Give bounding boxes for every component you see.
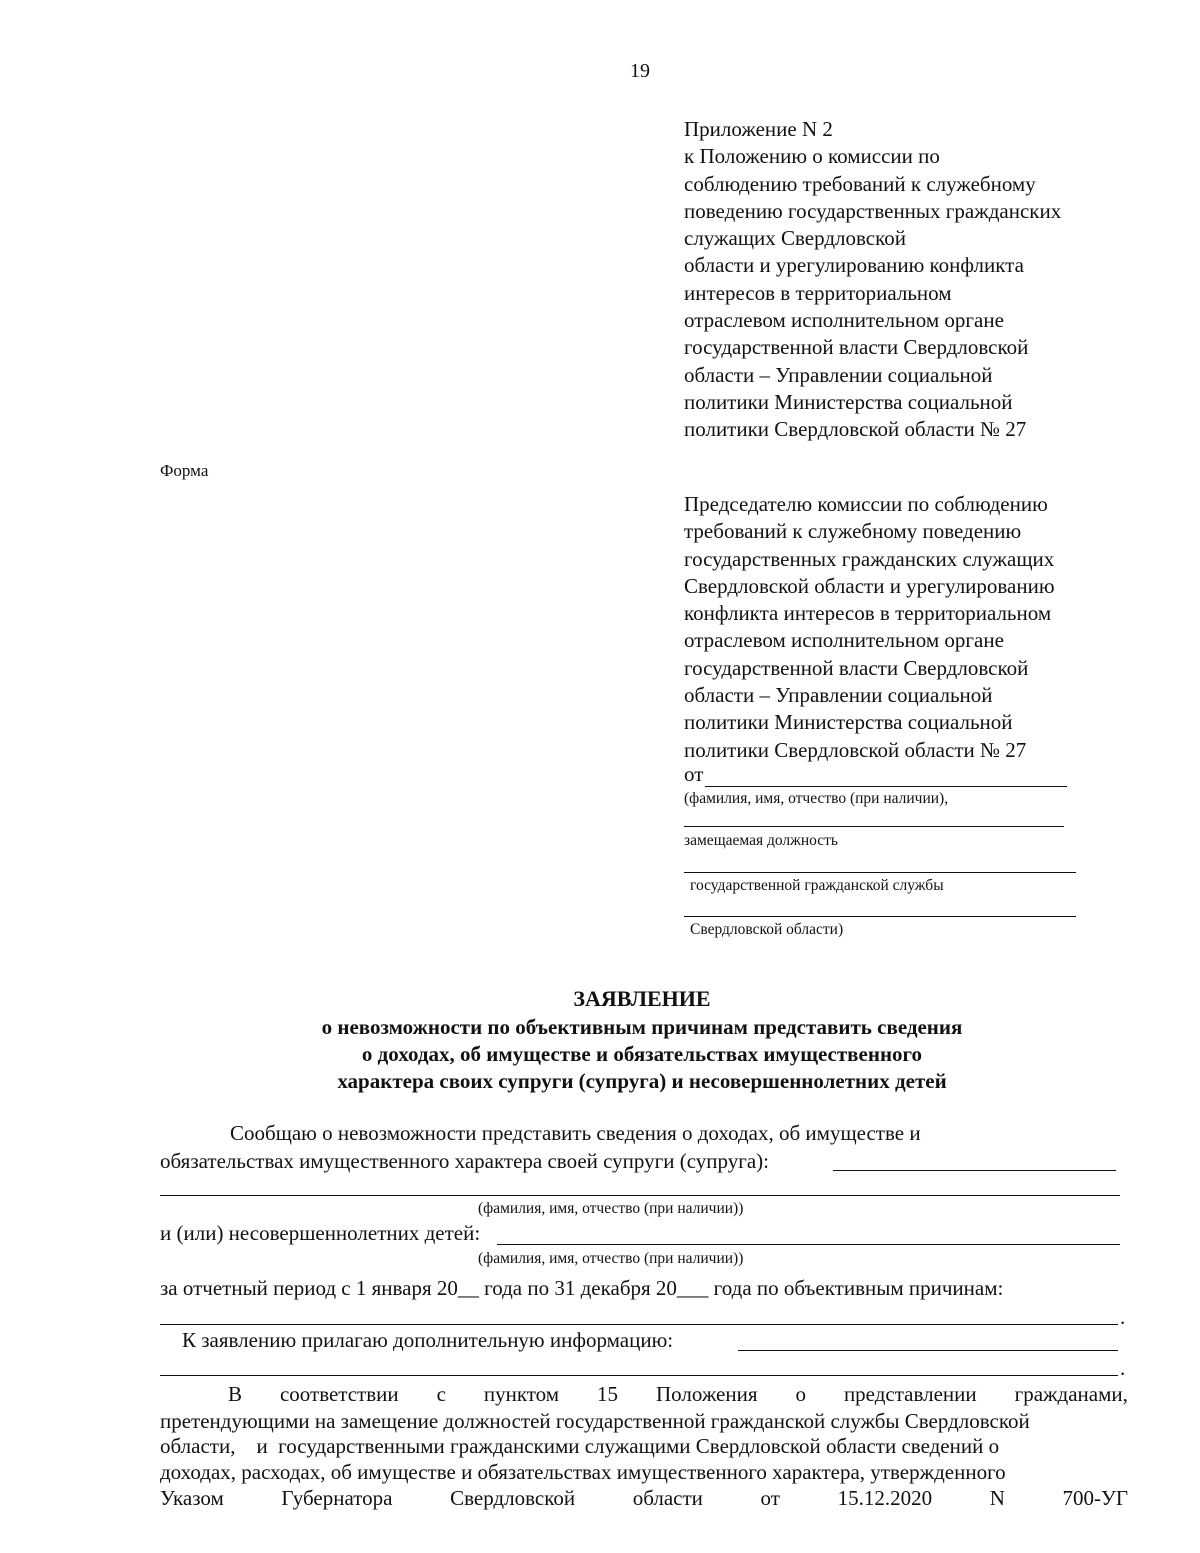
attach-label: К заявлению прилагаю дополнительную информацию: [182, 1328, 674, 1352]
caption-fio-children: (фамилия, имя, отчество (при наличии)) [478, 1250, 744, 1267]
paragraph-line: претендующими на замещение должностей государственной гражданской службы Свердловской [160, 1409, 1030, 1433]
line-end-dot: . [1120, 1356, 1126, 1380]
word: от [760, 1486, 780, 1510]
word: соответствии [279, 1382, 399, 1406]
spouse-blank[interactable] [833, 1170, 1116, 1171]
blank-line[interactable] [684, 872, 1076, 873]
from-hint-region: Свердловской области) [690, 921, 844, 938]
appendix-line: Приложение N 2 [684, 117, 833, 141]
addressee-line: государственной власти Свердловской [684, 655, 1029, 680]
document-title: ЗАЯВЛЕНИЕ [573, 986, 711, 1011]
appendix-line: интересов в территориальном [684, 280, 952, 305]
word: Свердловской [450, 1486, 576, 1510]
attach-blank[interactable] [738, 1350, 1118, 1351]
paragraph-justified-line [160, 1486, 1128, 1511]
paragraph-line: доходах, расходах, об имуществе и обязательствах имущественного характера, утвержденного [160, 1460, 1006, 1484]
addressee-line: государственных гражданских служащих [684, 546, 1055, 571]
document-subtitle-line: характера своих супруги (супруга) и несовершеннолетних детей [337, 1069, 947, 1093]
word: гражданами, [1014, 1382, 1128, 1406]
word: о [795, 1382, 806, 1406]
blank-line[interactable] [684, 826, 1064, 827]
document-subtitle-line: о невозможности по объективным причинам представить сведения [321, 1015, 963, 1039]
word: 700-УГ [1062, 1486, 1128, 1510]
addressee-line: политики Министерства социальной [684, 710, 1013, 735]
period-line: за отчетный период с 1 января 20__ года по 31 декабря 20___ года по объективным причинам: [160, 1276, 1004, 1300]
appendix-line: отраслевом исполнительном органе [684, 308, 1004, 333]
caption-fio: (фамилия, имя, отчество (при наличии)) [478, 1200, 744, 1217]
word: с [436, 1382, 446, 1406]
addressee-line: области – Управлении социальной [684, 683, 993, 708]
addressee-line: Свердловской области и урегулированию [684, 573, 1055, 598]
appendix-line: политики Министерства социальной [684, 389, 1013, 414]
appendix-line: области – Управлении социальной [684, 362, 993, 387]
paragraph-justified-line [228, 1382, 1128, 1407]
word: области [632, 1486, 703, 1510]
word: Положения [655, 1382, 758, 1406]
paragraph-line: области, и государственными гражданскими служащими Свердловской области сведений о [160, 1434, 1000, 1458]
appendix-line: государственной власти Свердловской [684, 335, 1029, 360]
page-number: 19 [630, 60, 650, 82]
from-field [684, 762, 1067, 787]
addressee-line: Председателю комиссии по соблюдению [684, 492, 1048, 516]
appendix-line: политики Свердловской области № 27 [684, 417, 1027, 442]
children-blank[interactable] [497, 1244, 1120, 1245]
from-hint-service: государственной гражданской службы [690, 877, 944, 894]
addressee-line: требований к служебному поведению [684, 519, 1022, 544]
word: Указом [160, 1486, 224, 1510]
blank-line[interactable] [684, 916, 1076, 917]
appendix-line: поведению государственных гражданских [684, 198, 1062, 223]
line-end-dot: . [1120, 1305, 1126, 1329]
word: пунктом [483, 1382, 560, 1406]
from-hint-position: замещаемая должность [684, 832, 839, 849]
form-label: Форма [160, 461, 209, 480]
word: 15 [597, 1382, 619, 1406]
word: Губернатора [281, 1486, 393, 1510]
addressee-block [684, 491, 1154, 764]
appendix-line: к Положению о комиссии по [684, 144, 940, 169]
word: N [989, 1486, 1005, 1510]
addressee-line: конфликта интересов в территориальном [684, 601, 1052, 626]
appendix-header [684, 116, 1154, 444]
appendix-line: области и урегулированию конфликта [684, 253, 1024, 278]
from-hint-fio: (фамилия, имя, отчество (при наличии), [684, 790, 949, 807]
attach-blank-full[interactable] [160, 1375, 1118, 1376]
word: 15.12.2020 [837, 1486, 933, 1510]
reasons-blank[interactable] [160, 1324, 1118, 1325]
document-subtitle-line: о доходах, об имуществе и обязательствах имущественного [361, 1042, 923, 1066]
paragraph-line: Сообщаю о невозможности представить сведения о доходах, об имуществе и [230, 1121, 921, 1145]
spouse-blank-full[interactable] [160, 1195, 1120, 1196]
from-label: от [684, 762, 704, 786]
paragraph-line: обязательствах имущественного характера своей супруги (супруга): [160, 1149, 770, 1173]
appendix-line: соблюдению требований к служебному [684, 171, 1036, 196]
addressee-line: политики Свердловской области № 27 [684, 737, 1027, 762]
word: представлении [843, 1382, 977, 1406]
appendix-line: служащих Свердловской [684, 226, 907, 251]
children-label: и (или) несовершеннолетних детей: [160, 1221, 481, 1245]
from-blank[interactable] [705, 766, 1067, 787]
word: В [228, 1382, 243, 1406]
addressee-line: отраслевом исполнительном органе [684, 628, 1004, 653]
